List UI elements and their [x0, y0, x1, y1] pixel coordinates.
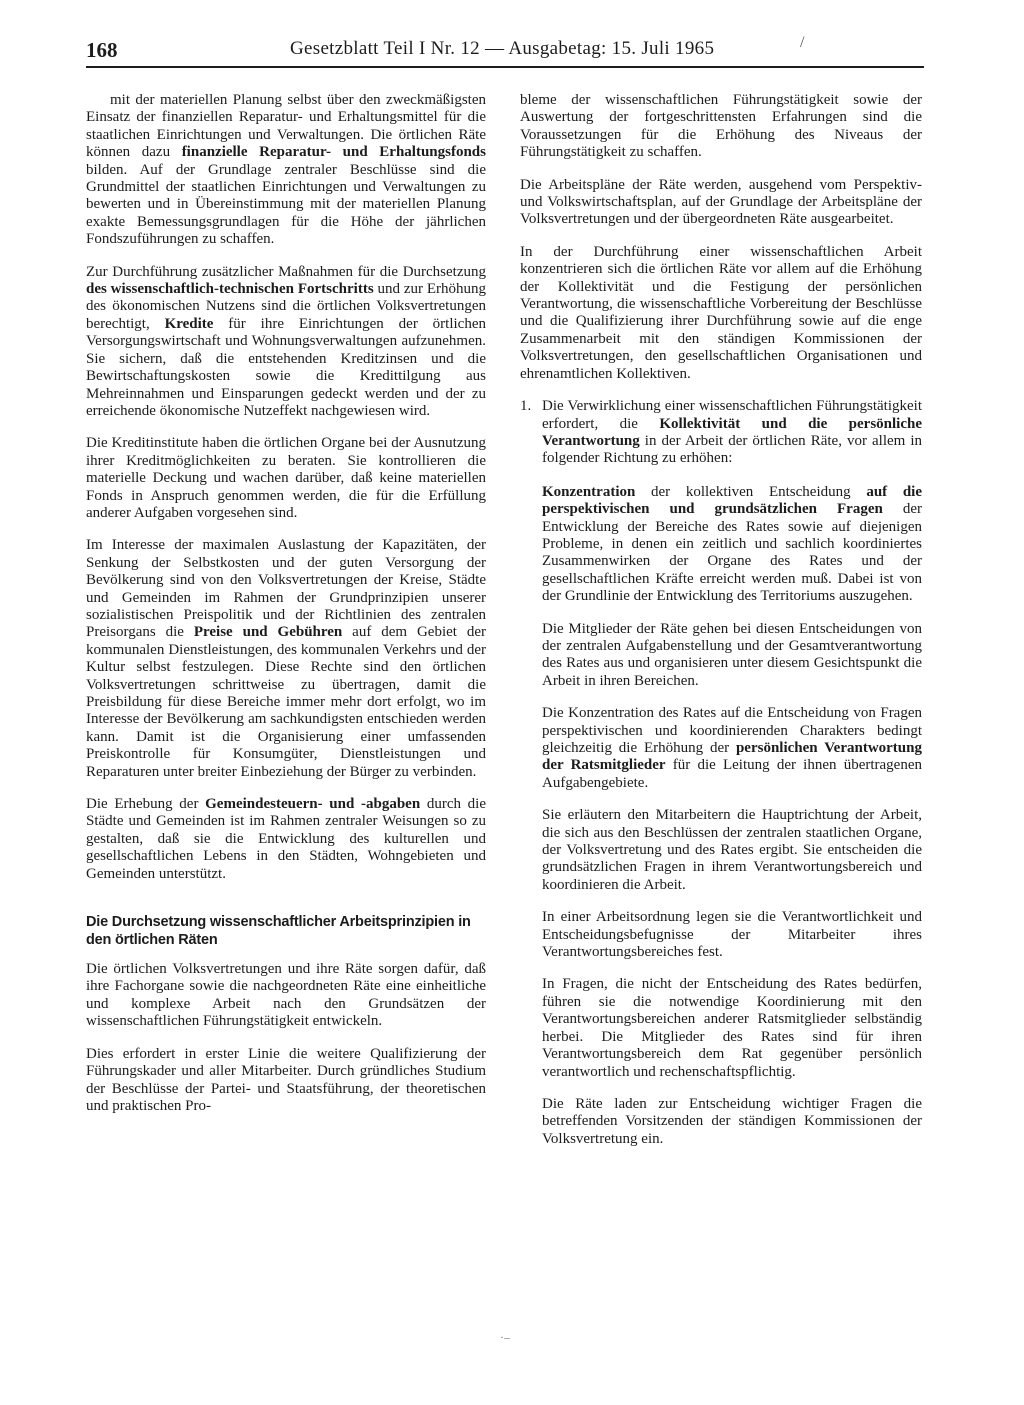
text: der kollektiven Entscheidung [635, 483, 867, 500]
text: der Entwicklung der Bereiche des Rates sowie auf diejenigen Probleme, in denen ein zeitlich und sachlich koordiniertes Zusammenwirken der Organe des Rates und der gesellschaftlichen Kräfte erreicht werden muß. Dabei ist von der Grundlinie der Entwicklung des Territoriums auszugehen. [542, 501, 922, 605]
paragraph [542, 484, 922, 606]
stray-mark: / [800, 34, 805, 51]
numbered-item [520, 398, 922, 468]
text: Im Interesse der maximalen Auslastung der Kapazitäten, der Senkung der Selbstkosten und der guten Versorgung der Bevölkerung sind von den Volksvertretungen der Kreise, Städte und Gemeinden im Rahmen der Grundprinzipien unserer sozialistischen Preispolitik und der Richtlinien des zentralen Preisorgans die [86, 537, 486, 641]
bold-term: Kollektivität und die persönliche Verantwortung [542, 415, 922, 449]
paragraph: Die Kreditinstitute haben die örtlichen Organe bei der Ausnutzung ihrer Kreditmöglichkeiten zu beraten. Sie kontrollieren die materielle Deckung und wachen darüber, daß keine materiellen Fonds in Anspruch genommen werden, die für die Erfüllung anderer Aufgaben vorgesehen sind. [86, 435, 486, 521]
text: bilden. Auf der Grundlage zentraler Beschlüsse sind die Grundmittel der staatlichen Einrichtungen und Verwaltungen zu bewerten und in Übereinstimmung mit der materiellen Planung exakte Bemessungsgrundlagen für die Höhe der jährlichen Fondszuführungen zu schaffen. [86, 161, 486, 248]
right-column [520, 92, 922, 1163]
text: und zur Erhöhung des ökonomischen Nutzens sind die örtlichen Volksvertretungen berechtigt, [86, 281, 487, 332]
paragraph [86, 537, 486, 781]
paragraph: Die Räte laden zur Entscheidung wichtiger Fragen die betreffenden Vorsitzenden der ständigen Kommissionen der Volksvertretung ein. [542, 1095, 922, 1147]
paragraph [86, 264, 486, 421]
text: durch die Städte und Gemeinden ist im Rahmen zentraler Weisungen so zu gestalten, daß sie die Entwicklung des kulturellen und gesellschaftlichen Lebens in den Städten, Wohngebieten und Gemeinden unterstützt. [86, 796, 486, 882]
paragraph: In der Durchführung einer wissenschaftlichen Arbeit konzentrieren sich die örtlichen Räte vor allem auf die Erhöhung der Kollektivität und die Festigung der persönlichen Verantwortung, die wissenschaftliche Vorbereitung der Beschlüsse und die Qualifizierung ihrer Durchführung sowie auf die enge Zusammenarbeit mit den ständigen Kommissionen der Volksvertretungen, den gesellschaftlichen Organisationen und ehrenamtlichen Kollektiven. [520, 243, 922, 382]
text: für die Leitung der ihnen übertragenen Aufgabengebiete. [542, 757, 922, 791]
bold-term: finanzielle Reparatur- und Erhaltungsfonds [181, 144, 486, 161]
text: Zur Durchführung zusätzlicher Maßnahmen für die Durchsetzung [86, 263, 486, 280]
bold-term: Preise und Gebühren [193, 624, 343, 641]
paragraph: In Fragen, die nicht der Entscheidung des Rates bedürfen, führen sie die notwendige Koordinierung mit den Verantwortungsbereichen anderer Ratsmitglieder selbständig herbei. Die Mitglieder des Rates sind für ihren Verantwortungsbereich dem Rat gegenüber persönlich verantwortlich und rechenschaftspflichtig. [542, 976, 922, 1080]
item-number: 1. [520, 398, 532, 415]
bold-term: Gemeindesteuern- und -abgaben [205, 796, 421, 813]
paragraph: Die Arbeitspläne der Räte werden, ausgehend vom Perspektiv- und Volkswirtschaftsplan, auf der Grundlage der Arbeitspläne der Volksvertretungen und der übergeordneten Räte ausgearbeitet. [520, 176, 922, 228]
paragraph [86, 796, 486, 883]
text: auf dem Gebiet der kommunalen Dienstleistungen, des kommunalen Verkehrs und der Kultur selbst festzulegen. Diese Rechte sind den örtlichen Volksvertretungen schrittweise zu übertragen, damit die Preisbildung für diese Bereiche immer mehr dort erfolgt, wo im Interesse der Bevölkerung am sachkundigsten entschieden werden kann. Damit ist die Organisierung einer umfassenden Preiskontrolle für Konsumgüter, Dienstleistungen und Reparaturen unter breiter Einbeziehung der Bürger zu verbinden. [86, 624, 486, 780]
bold-term: Konzentration [542, 483, 636, 500]
paragraph: Die örtlichen Volksvertretungen und ihre Räte sorgen dafür, daß ihre Fachorgane sowie die nachgeordneten Räte eine einheitliche und komplexe Arbeit nach den Grundsätzen der wissenschaftlichen Führungstätigkeit entwickeln. [86, 961, 486, 1030]
paragraph: Sie erläutern den Mitarbeitern die Hauptrichtung der Arbeit, die sich aus den Beschlüssen der zentralen staatlichen Organe, der Volksvertretung und des Rates ergibt. Sie entscheiden die grundsätzlichen Fragen in ihrem Verantwortungsbereich und koordinieren die Arbeit. [542, 807, 922, 893]
footer-mark: ·– [500, 1330, 510, 1344]
text: Die Konzentration des Rates auf die Entscheidung von Fragen perspektivischen und koordinierenden Charakters bedingt gleichzeitig die Erhöhung der [542, 705, 922, 756]
paragraph [542, 705, 922, 792]
text: Die Verwirklichung einer wissenschaftlichen Führungstätigkeit erfordert, die [542, 398, 922, 432]
bold-term: auf die perspektivischen und grundsätzlichen Fragen [542, 483, 922, 518]
running-head: Gesetzblatt Teil I Nr. 12 — Ausgabetag: 15. Juli 1965 [290, 38, 715, 59]
text: in der Arbeit der örtlichen Räte, vor allem in folgender Richtung zu erhöhen: [542, 432, 922, 467]
bold-term: des wissenschaftlich-technischen Fortschritts [86, 281, 374, 298]
text: mit der materiellen Planung selbst über den zweckmäßigsten Einsatz der finanziellen Reparatur- und Erhaltungsmittel für die staatlichen Einrichtungen und Verwaltungen. Die örtlichen Räte können dazu [86, 92, 486, 161]
paragraph: bleme der wissenschaftlichen Führungstätigkeit sowie der Auswertung der fortgeschrittensten Erfahrungen sind die Voraussetzungen für die Erhöhung des Niveaus der Führungstätigkeit zu schaffen. [520, 92, 922, 161]
text: Die Erhebung der [86, 796, 206, 813]
header-rule [86, 66, 924, 68]
paragraph: In einer Arbeitsordnung legen sie die Verantwortlichkeit und Entscheidungsbefugnisse der Mitarbeiter ihres Verantwortungsbereiches fest. [542, 909, 922, 961]
page-number: 168 [86, 38, 118, 62]
paragraph: Die Mitglieder der Räte gehen bei diesen Entscheidungen von der zentralen Aufgabenstellung und der Gesamtverantwortung des Rates aus und organisieren unter diesem Gesichtspunkt die Arbeit in ihren Bereichen. [542, 620, 922, 689]
indented-block [520, 484, 922, 1148]
bold-term: persönlichen Verantwortung der Ratsmitglieder [542, 740, 922, 774]
text: für ihre Einrichtungen der örtlichen Versorgungswirtschaft und Wohnungsverwaltungen aufzunehmen. Sie sichern, daß die entstehenden Kreditzinsen und die Bewirtschaftungskosten sowie die Kredittilgung aus Mehreinnahmen und Einsparungen gedeckt werden und der zu erreichende ökonomische Nutzeffekt nachgewiesen wird. [86, 315, 486, 419]
paragraph [86, 92, 486, 249]
bold-term: Kredite [164, 315, 214, 332]
section-heading: Die Durchsetzung wissenschaftlicher Arbeitsprinzipien in den örtlichen Räten [86, 914, 471, 949]
paragraph: Dies erfordert in erster Linie die weitere Qualifizierung der Führungskader und aller Mitarbeiter. Durch gründliches Studium der Beschlüsse der Partei- und Staatsführung, der theoretischen und praktischen Pro- [86, 1045, 486, 1114]
item-body [542, 398, 922, 468]
left-column [86, 92, 486, 1130]
